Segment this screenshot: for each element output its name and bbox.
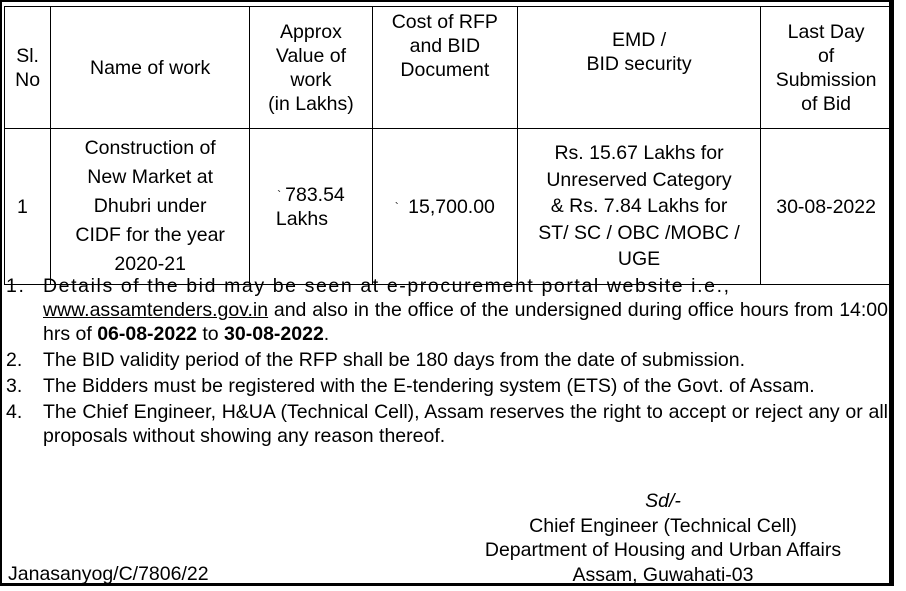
note-text: .: [323, 323, 330, 345]
header-cost-rfp: [372, 7, 517, 129]
rupee-symbol-icon: `: [394, 199, 399, 214]
header-line: Last Day: [787, 20, 865, 43]
note-number: 4.: [6, 401, 23, 423]
cell-line: New Market at: [87, 166, 213, 188]
cell-line: Dhubri under: [93, 195, 207, 217]
header-name-of-work: Name of work: [51, 7, 250, 129]
cell-line: Lakhs: [275, 207, 328, 230]
cell-line: Unreserved Category: [546, 168, 732, 191]
header-line: Document: [400, 59, 490, 81]
header-line: and BID: [409, 35, 481, 57]
signature-department: Department of Housing and Urban Affairs: [484, 539, 842, 561]
cell-emd: [517, 129, 760, 285]
note-number: 2.: [6, 349, 23, 371]
cell-cost-rfp: [372, 129, 517, 285]
cell-line: [252, 183, 370, 207]
header-line: work: [290, 68, 332, 91]
note-text: The BID validity period of the RFP shall be 180 days from the date of submission.: [43, 349, 745, 371]
signature-place: Assam, Guwahati-03: [572, 563, 754, 586]
header-line: EMD /: [611, 29, 667, 51]
note-item: [6, 348, 888, 372]
header-approx-value: [250, 7, 373, 129]
note-text: The Bidders must be registered with the E-tendering system (ETS) of the Govt. of Assam.: [43, 375, 815, 397]
table-header-row: [5, 7, 892, 129]
header-line: of: [817, 44, 835, 67]
cell-line: 2020-21: [114, 253, 186, 275]
cell-line: CIDF for the year: [75, 224, 225, 246]
header-line: BID security: [586, 53, 692, 75]
header-last-day: [761, 7, 892, 129]
date-from: 06-08-2022: [97, 323, 197, 345]
header-line: (in Lakhs): [268, 92, 354, 115]
tender-table: [4, 6, 892, 285]
table-row: [5, 129, 892, 285]
cell-amount: 15,700.00: [408, 195, 495, 218]
cell-line: UGE: [617, 248, 661, 271]
note-text: and also in the office of the undersigned during office hours from 14:00 hrs of: [43, 299, 888, 345]
note-item-continued: [6, 298, 888, 346]
notes-list: [6, 274, 888, 448]
header-line: Cost of RFP: [391, 11, 498, 33]
header-line: Submission: [775, 68, 877, 91]
header-line: Value of: [275, 44, 346, 67]
cell-line: [395, 196, 495, 218]
header-sl-no-line: No: [15, 68, 41, 91]
signature-sd: Sd/-: [645, 490, 681, 512]
header-sl-no-line: Sl.: [16, 44, 39, 67]
date-to: 30-08-2022: [224, 323, 324, 345]
cell-sl-no: 1: [5, 129, 51, 285]
cell-line: & Rs. 7.84 Lakhs for: [550, 195, 728, 218]
portal-link[interactable]: www.assamtenders.gov.in: [43, 299, 269, 321]
note-text: Details of the bid may be seen at e-procurement portal website i.e.,: [43, 275, 731, 297]
reference-number: Janasanyog/C/7806/22: [8, 563, 209, 585]
header-sl-no: [5, 7, 51, 129]
cell-name-of-work: [51, 129, 250, 285]
cell-line: ST/ SC / OBC /MOBC /: [538, 221, 740, 244]
note-text: to: [196, 323, 225, 345]
header-emd: [517, 7, 760, 129]
note-item: [6, 274, 888, 298]
note-number: 1.: [6, 275, 26, 297]
cell-line: Rs. 15.67 Lakhs for: [554, 142, 724, 165]
cell-approx-value: [250, 129, 373, 285]
cell-amount: 783.54: [285, 183, 345, 206]
note-text: The Chief Engineer, H&UA (Technical Cell), Assam reserves the right to accept or reject any or all proposals without showing any reason thereof.: [43, 401, 888, 447]
note-item: [6, 374, 888, 398]
cell-last-day: 30-08-2022: [761, 129, 892, 285]
header-line: Approx: [280, 20, 342, 43]
header-line: of Bid: [801, 92, 852, 115]
note-item: [6, 400, 888, 448]
signature-title: Chief Engineer (Technical Cell): [529, 514, 797, 537]
cell-line: Construction of: [84, 137, 216, 159]
rupee-symbol-icon: `: [277, 187, 282, 202]
signature-block: [448, 489, 878, 587]
note-number: 3.: [6, 375, 23, 397]
